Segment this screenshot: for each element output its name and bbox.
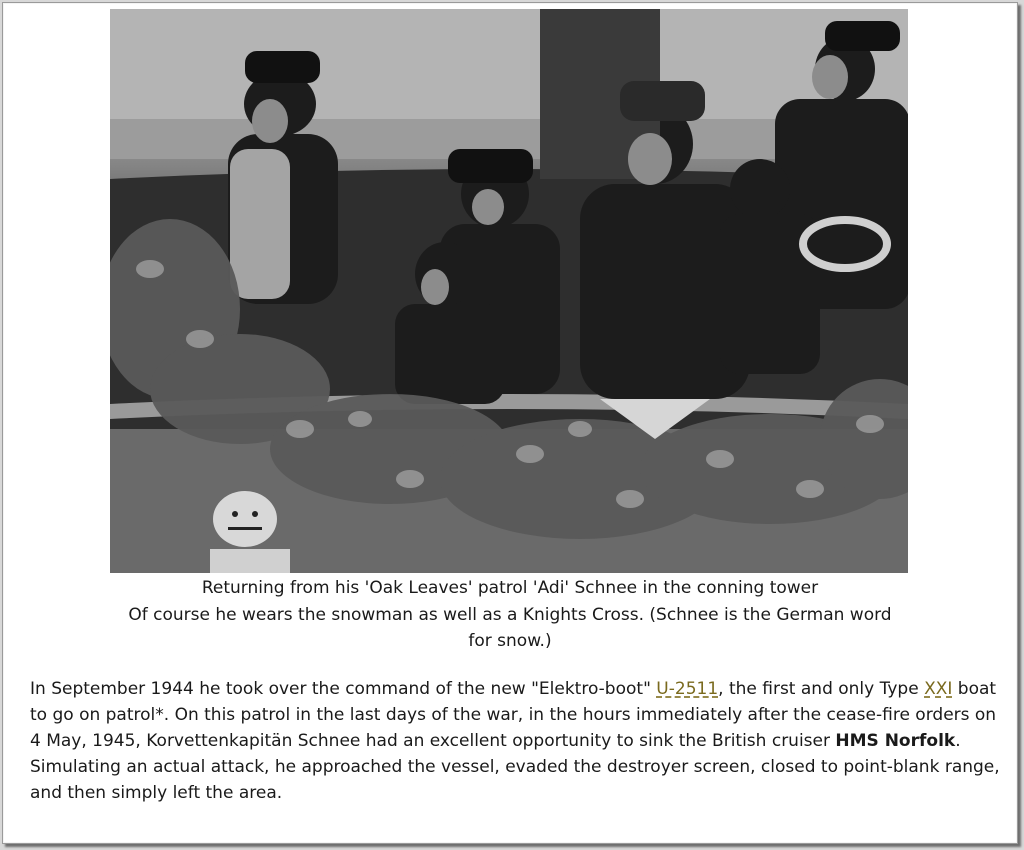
photo-caption-line-2: Of course he wears the snowman as well as a Knights Cross. (Schnee is the German word [128, 605, 892, 625]
hms-norfolk-name: HMS Norfolk [835, 731, 956, 751]
u-2511-link[interactable]: U-2511 [656, 679, 719, 699]
paragraph-text-1: In September 1944 he took over the command of the new "Elektro-boot" [30, 679, 657, 699]
paragraph-text-4: . Simulating an actual attack, he approached the vessel, evaded the destroyer screen, closed to point-blank range, and then simply left the area. [30, 731, 1000, 803]
photo-caption-line-3: for snow.) [468, 631, 552, 651]
paragraph-text-3: boat to go on patrol*. On this patrol in the last days of the war, in the hours immediately after the cease-fire orders on 4 May, 1945, Korvettenkapitän Schnee had an excellent opportunity to sink the British cruiser [30, 679, 997, 751]
body-paragraph [30, 676, 1005, 806]
photo-caption-line-1: Returning from his 'Oak Leaves' patrol 'Adi' Schnee in the conning tower [201, 578, 819, 598]
paragraph-text-2: , the first and only Type [718, 679, 925, 699]
historical-photo [110, 9, 908, 573]
page-frame [2, 2, 1018, 844]
type-xxi-link[interactable]: XXI [924, 679, 953, 699]
